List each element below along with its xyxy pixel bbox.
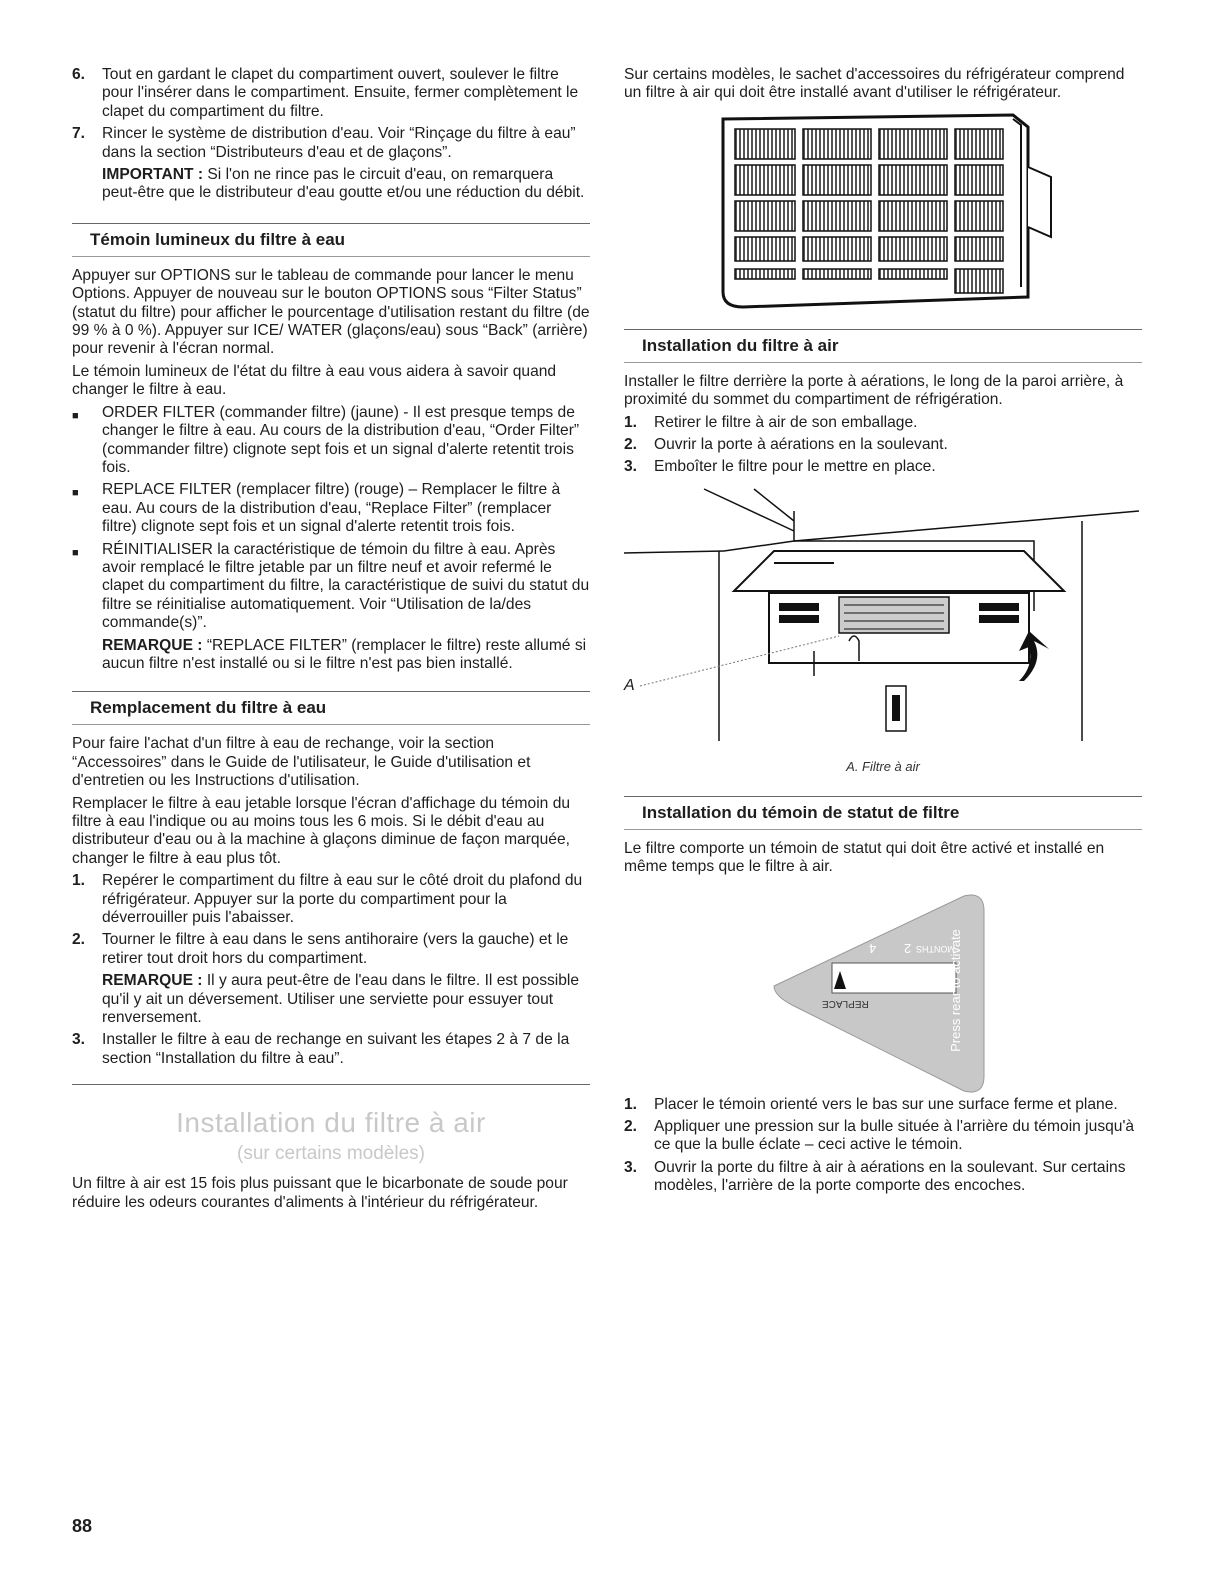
important-note: IMPORTANT : Si l'on ne rince pas le circuit d'eau, on remarquera peut-être que le distributeur d'eau goutte et/ou une réduction du débit. [102,166,585,202]
compartment-illustration-wrap [624,481,1142,751]
indicator-side-label: Press rear to activate [947,928,963,1052]
bullet-item: ■ ORDER FILTER (commander filtre) (jaune) - Il est presque temps de changer le filtre à eau. Au cours de la distribution d'eau, “Order Filter” (commander filtre) clignote sept fois et un signal d'alerte retentit trois fois. [72,403,580,476]
paragraph: Le filtre comporte un témoin de statut qui doit être activé et installé en même temps que le filtre à air. [624,839,1105,876]
status-indicator-illustration [624,881,1142,1096]
list-item: 3. Emboîter le filtre pour le mettre en place. [624,458,936,476]
indicator-number-4: 4 [869,940,877,956]
indicator-months-label: MONTHS [916,943,955,954]
list-item: 2. Appliquer une pression sur la bulle située à l'arrière du témoin jusqu'à ce que la bulle éclate – ceci active le témoin. [624,1118,1135,1154]
paragraph: Remplacer le filtre à eau jetable lorsque l'écran d'affichage du témoin du filtre à eau l'indique ou au moins tous les 6 mois. Si le débit d'eau au distributeur d'eau ou à la machine à glaçons diminue de façon marquée, changer le filtre à eau plus tôt. [72,794,571,867]
section-heading-temoin: Témoin lumineux du filtre à eau [72,223,590,257]
divider [72,1084,590,1085]
list-item: 2. Tourner le filtre à eau dans le sens antihoraire (vers la gauche) et le retirer tout droit hors du compartiment. [72,931,569,967]
list-item: 3. Ouvrir la porte du filtre à air à aérations en la soulevant. Sur certains modèles, l'arrière de la porte comporte des encoches. [624,1158,1126,1195]
list-item: 6. Tout en gardant le clapet du compartiment ouvert, soulever le filtre pour l'insérer dans le compartiment. Ensuite, fermer complètement le clapet du compartiment du filtre. [72,66,579,120]
section-heading-remplacement: Remplacement du filtre à eau [72,691,590,725]
page-number: 88 [72,1516,93,1536]
indicator-number-6: 6 [834,940,842,956]
indicator-number-2: 2 [904,940,912,956]
paragraph: Installer le filtre derrière la porte à aérations, le long de la paroi arrière, à proximité du sommet du compartiment de réfrigération. [624,372,1124,409]
list-item: 1. Placer le témoin orienté vers le bas sur une surface ferme et plane. [624,1095,1118,1113]
section-title-air-filter: Installation du filtre à air [176,1107,486,1139]
bullet-item: ■ REPLACE FILTER (remplacer filtre) (rouge) – Remplacer le filtre à eau. Au cours de la distribution d'eau, “Replace Filter” (remplacer filtre) clignote sept fois et un signal d'alerte retentit trois fois. [72,481,561,536]
bullet-item: ■ RÉINITIALISER la caractéristique de témoin du filtre à eau. Après avoir remplacé le filtre jetable par un filtre neuf et avoir refermé le clapet du compartiment du filtre, la caractéristique de suivi du statut du filtre se réinitialise automatiquement. Voir “Utilisation de la/des commande(s)”. [72,540,590,632]
paragraph: Pour faire l'achat d'un filtre à eau de rechange, voir la section “Accessoires” dans le Guide de l'utilisateur, le Guide d'utilisation et d'entretien ou les Instructions d'utilisation. [72,735,531,790]
right-column [624,66,1142,1200]
list-item: 7. Rincer le système de distribution d'eau. Voir “Rinçage du filtre à eau” dans la section “Distributeurs d'eau et de glaçons”. [72,125,576,161]
status-indicator-wrap [624,881,1142,1096]
paragraph: Appuyer sur OPTIONS sur le tableau de commande pour lancer le menu Options. Appuyer de nouveau sur le bouton OPTIONS sous “Filter Status” (statut du filtre) pour afficher le pourcentage d'utilisation restant du filtre (de 99 % à 0 %). Appuyer sur ICE/ WATER (glaçons/eau) sous “Back” (arrière) pour revenir à l'écran normal. [72,266,590,358]
paragraph: Le témoin lumineux de l'état du filtre à eau vous aidera à savoir quand changer le filtre à eau. [72,362,557,399]
list-item: 1. Retirer le filtre à air de son emballage. [624,413,918,431]
section-heading-statut: Installation du témoin de statut de filtre [624,796,1142,830]
remarque-note: REMARQUE : “REPLACE FILTER” (remplacer le filtre) reste allumé si aucun filtre n'est installé ou si le filtre n'est pas bien installé. [102,636,587,672]
figure-caption: A. Filtre à air [846,758,920,774]
paragraph: Sur certains modèles, le sachet d'accessoires du réfrigérateur comprend un filtre à air qui doit être installé avant d'utiliser le réfrigérateur. [624,66,1125,102]
section-heading-installation-air: Installation du filtre à air [624,329,1142,363]
list-item: 2. Ouvrir la porte à aérations en la soulevant. [624,436,948,454]
callout-a-label: A [624,676,635,694]
list-item: 3. Installer le filtre à eau de rechange en suivant les étapes 2 à 7 de la section “Installation du filtre à eau”. [72,1031,570,1067]
air-filter-illustration [703,107,1063,317]
section-subtitle: (sur certains modèles) [237,1143,425,1165]
indicator-replace-label: REPLACE [822,997,869,1009]
left-column [72,66,590,1216]
paragraph: Un filtre à air est 15 fois plus puissant que le bicarbonate de soude pour réduire les odeurs courantes d'aliments à l'intérieur du réfrigérateur. [72,1175,568,1211]
remarque-note: REMARQUE : Il y aura peut-être de l'eau dans le filtre. Il est possible qu'il y ait un déversement. Utiliser une serviette pour essuyer tout renversement. [102,972,580,1027]
filter-compartment-illustration [624,481,1142,751]
list-item: 1. Repérer le compartiment du filtre à eau sur le côté droit du plafond du réfrigérateur. Appuyer sur la porte du compartiment pour la déverrouiller puis l'abaisser. [72,872,583,927]
